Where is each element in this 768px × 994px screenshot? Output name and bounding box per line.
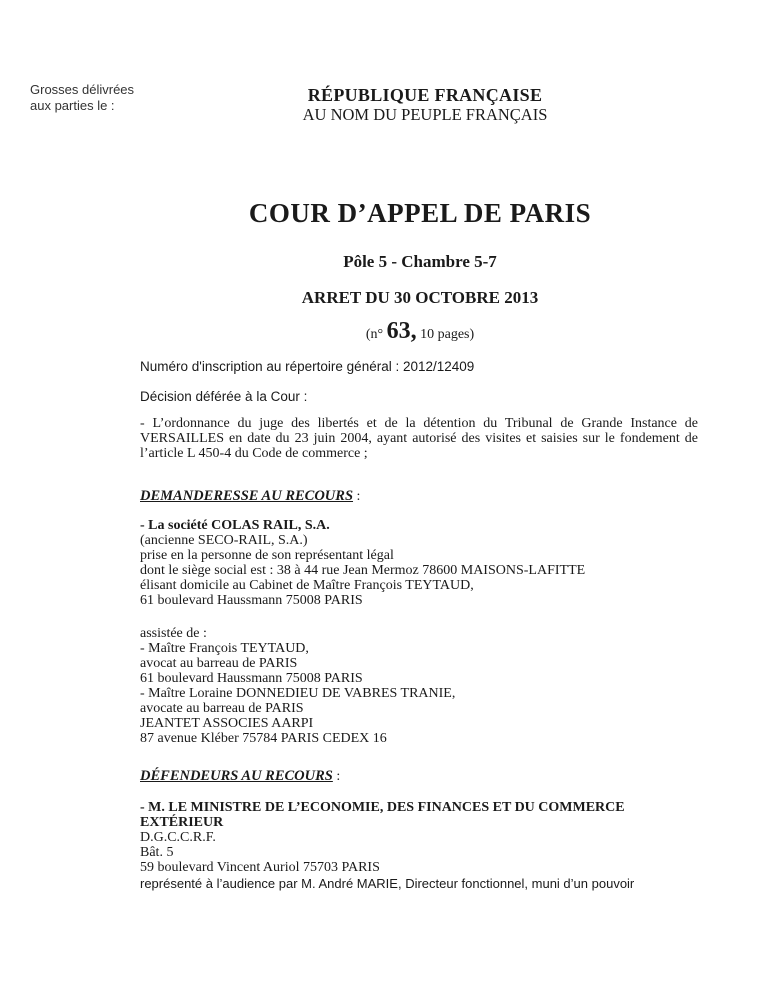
republic-title: RÉPUBLIQUE FRANÇAISE xyxy=(307,85,543,105)
counsel-line: - Maître François TEYTAUD, xyxy=(140,641,309,656)
defendant-line: D.G.C.C.R.F. xyxy=(140,830,216,845)
decision-label: Décision déférée à la Cour : xyxy=(140,389,308,404)
demanderesse-heading-row xyxy=(140,488,698,505)
margin-note-line-2: aux parties le : xyxy=(30,98,115,113)
margin-note-line-1: Grosses délivrées xyxy=(30,82,135,97)
reference-line xyxy=(160,318,680,345)
counsel-line: 61 boulevard Haussmann 75008 PARIS xyxy=(140,671,363,686)
counsel-line: JEANTET ASSOCIES AARPI xyxy=(140,716,314,731)
defendant-line: 59 boulevard Vincent Auriol 75703 PARIS xyxy=(140,860,380,875)
plaintiff-line: (ancienne SECO-RAIL, S.A.) xyxy=(140,533,308,548)
defendant-block xyxy=(140,800,698,875)
counsel-line: 87 avenue Kléber 75784 PARIS CEDEX 16 xyxy=(140,731,387,746)
defendant-name: - M. LE MINISTRE DE L’ECONOMIE, DES FINANCES ET DU COMMERCE EXTÉRIEUR xyxy=(140,800,625,830)
reference-prefix: (n° xyxy=(365,327,384,342)
reference-number: 63, xyxy=(386,318,417,344)
ordonnance-paragraph: - L’ordonnance du juge des libertés et de la détention du Tribunal de Grande Instance de VERSAILLES en date du 23 juin 2004, ayant autorisé des visites et saisies sur le fondement de l’article L 450-4 du Code de commerce ; xyxy=(140,416,698,461)
plaintiff-line: dont le siège social est : 38 à 44 rue Jean Mermoz 78600 MAISONS-LAFITTE xyxy=(140,563,586,578)
reference-suffix: 10 pages) xyxy=(420,327,475,342)
defendant-line: Bât. 5 xyxy=(140,845,174,860)
defendeurs-heading: DÉFENDEURS AU RECOURS xyxy=(140,768,333,784)
plaintiff-block xyxy=(140,518,698,608)
plaintiff-counsel-block xyxy=(140,626,698,746)
republic-header xyxy=(260,85,590,125)
chamber-label: Pôle 5 - Chambre 5-7 xyxy=(343,252,497,271)
people-subtitle: AU NOM DU PEUPLE FRANÇAIS xyxy=(302,105,548,124)
counsel-line: - Maître Loraine DONNEDIEU DE VABRES TRANIE, xyxy=(140,686,456,701)
defendeurs-heading-row xyxy=(140,768,698,785)
representation-line: représenté à l’audience par M. André MARIE, Directeur fonctionnel, muni d’un pouvoir xyxy=(140,876,635,891)
plaintiff-line: 61 boulevard Haussmann 75008 PARIS xyxy=(140,593,363,608)
demanderesse-heading-colon: : xyxy=(353,489,361,504)
court-title: COUR D’APPEL DE PARIS xyxy=(248,198,592,228)
demanderesse-heading: DEMANDERESSE AU RECOURS xyxy=(140,488,354,504)
plaintiff-line: prise en la personne de son représentant légal xyxy=(140,548,394,563)
margin-note xyxy=(30,82,134,114)
registry-number-line: Numéro d'inscription au répertoire général : 2012/12409 xyxy=(140,359,475,374)
arret-date: ARRET DU 30 OCTOBRE 2013 xyxy=(301,288,539,307)
counsel-line: assistée de : xyxy=(140,626,207,641)
counsel-line: avocate au barreau de PARIS xyxy=(140,701,304,716)
counsel-line: avocat au barreau de PARIS xyxy=(140,656,298,671)
plaintiff-line: élisant domicile au Cabinet de Maître François TEYTAUD, xyxy=(140,578,474,593)
plaintiff-name: - La société COLAS RAIL, S.A. xyxy=(140,518,330,533)
defendeurs-heading-colon: : xyxy=(332,769,341,784)
